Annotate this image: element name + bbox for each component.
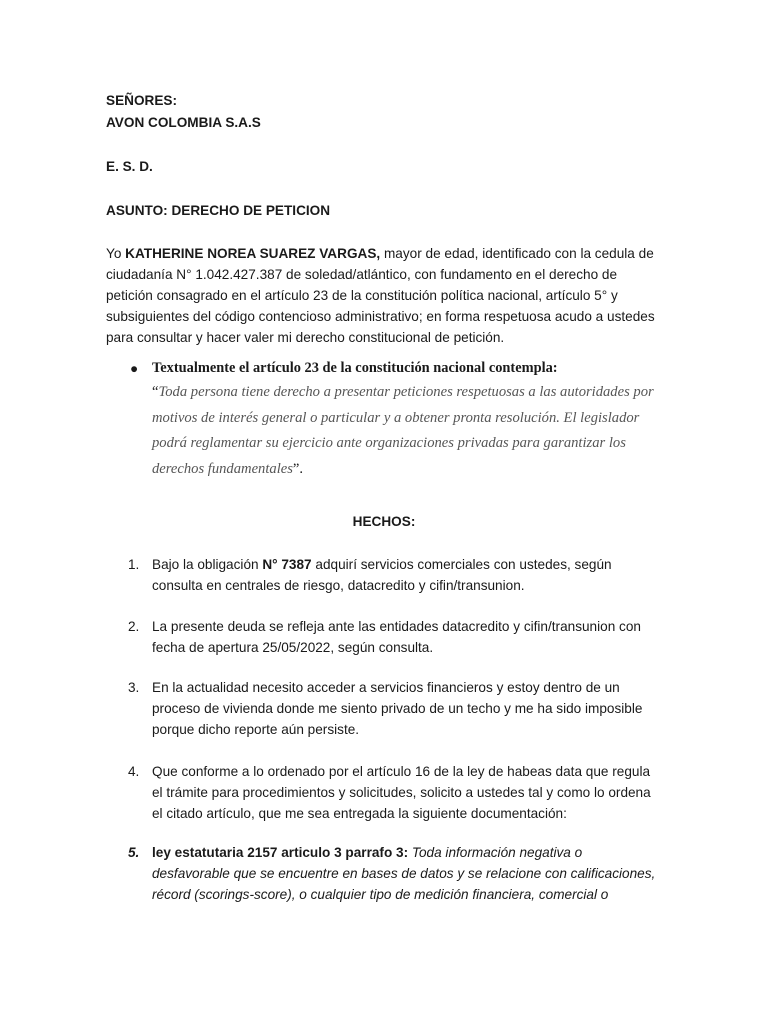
obligation-number: N° 7387	[262, 557, 312, 572]
item-text-pre: Bajo la obligación	[152, 557, 263, 572]
article-23-quote	[152, 380, 662, 482]
item-number: 1.	[128, 557, 140, 572]
item-text	[152, 554, 662, 596]
law-excerpt: Toda información negativa o desfavorable que se encuentre en bases de datos y se relacione con calificaciones, récord (scorings-score), o cualquier tipo de medición financiera, comercial o	[152, 845, 656, 902]
item-number: 3.	[128, 680, 140, 695]
addressee-salutation: SEÑORES:	[106, 93, 178, 108]
quote-close: ”.	[292, 460, 304, 477]
petitioner-name: KATHERINE NOREA SUAREZ VARGAS,	[125, 246, 381, 261]
quote-open: “	[152, 384, 159, 400]
bullet-dot-icon: ●	[130, 361, 139, 376]
item-text: La presente deuda se refleja ante las entidades datacredito y cifin/transunion con fecha de apertura 25/05/2022, según consulta.	[152, 619, 641, 655]
intro-body: mayor de edad, identificado con la cedula de ciudadanía N° 1.042.427.387 de soledad/atlántico, con fundamento en el derecho de petición consagrado en el artículo 23 de la constitución política nacional, artículo 5° y subsiguientes del código contencioso administrativo; en forma respetuosa acudo a ustedes para consultar y hacer valer mi derecho constitucional de petición.	[106, 246, 655, 345]
item-number: 4.	[128, 764, 140, 779]
item-text: Que conforme a lo ordenado por el artículo 16 de la ley de habeas data que regula el trámite para procedimientos y solicitudes, solicito a ustedes tal y como lo ordena el citado artículo, que me sea entregada la siguiente documentación:	[152, 764, 651, 821]
bullet-title: Textualmente el artículo 23 de la constitución nacional contempla:	[152, 360, 558, 376]
law-reference: ley estatutaria 2157 articulo 3 parrafo 3:	[152, 845, 409, 860]
item-number: 5.	[128, 845, 140, 860]
item-text-post: adquirí servicios comerciales con ustedes, según consulta en centrales de riesgo, datacredito y cifin/transunion.	[152, 557, 612, 593]
intro-paragraph	[106, 243, 658, 348]
hechos-heading: HECHOS:	[352, 514, 416, 529]
item-number: 2.	[128, 619, 140, 634]
addressee-company: AVON COLOMBIA S.A.S	[106, 115, 261, 130]
item-text	[152, 842, 662, 905]
quote-text: Toda persona tiene derecho a presentar peticiones respetuosas a las autoridades por motivos de interés general o particular y a obtener pronta resolución. El legislador podrá reglamentar su ejercicio ante organizaciones privadas para garantizar los derechos fundamentales	[152, 384, 654, 477]
item-text: En la actualidad necesito acceder a servicios financieros y estoy dentro de un proceso de vivienda donde me siento privado de un techo y me ha sido imposible porque dicho reporte aún persiste.	[152, 680, 643, 737]
subject-line: ASUNTO: DERECHO DE PETICION	[106, 203, 331, 218]
esd-line: E. S. D.	[106, 159, 153, 174]
intro-prefix: Yo	[106, 246, 126, 261]
